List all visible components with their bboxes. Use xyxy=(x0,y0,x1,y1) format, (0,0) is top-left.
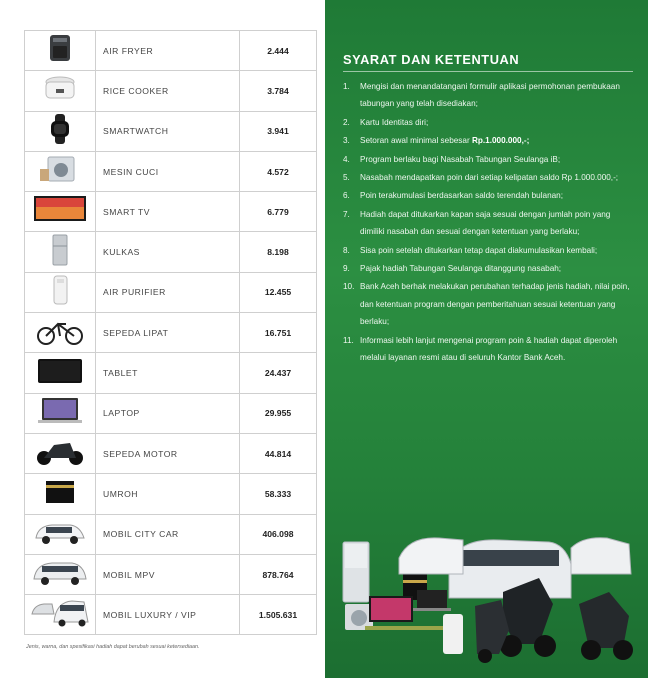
prize-image-cell xyxy=(25,192,96,232)
prize-image-cell xyxy=(25,595,96,635)
smartwatch-icon xyxy=(30,113,90,145)
prize-image-cell xyxy=(25,514,96,554)
terms-item-text: Kartu Identitas diri; xyxy=(360,117,429,127)
prize-image-cell xyxy=(25,111,96,151)
terms-item-text: Poin terakumulasi berdasarkan saldo terendah bulanan; xyxy=(360,191,564,201)
prize-image-cell xyxy=(25,71,96,111)
table-row xyxy=(25,232,317,272)
prize-points: 6.779 xyxy=(240,192,317,232)
rice-cooker-icon xyxy=(30,72,90,104)
table-row xyxy=(25,514,317,554)
washing-machine-icon xyxy=(30,153,90,185)
terms-item xyxy=(343,78,633,113)
terms-item-text: Sisa poin setelah ditukarkan tetap dapat diakumulasikan kembali; xyxy=(360,245,598,255)
prize-name: MESIN CUCI xyxy=(96,151,240,191)
prize-image-cell xyxy=(25,313,96,353)
terms-item-number: 1. xyxy=(343,82,350,91)
table-row xyxy=(25,393,317,433)
table-desk xyxy=(365,626,455,630)
prize-points: 16.751 xyxy=(240,313,317,353)
terms-item-number: 4. xyxy=(343,154,350,164)
prize-image-cell xyxy=(25,353,96,393)
terms-item xyxy=(343,151,633,168)
terms-item-number: 3. xyxy=(343,136,350,146)
air-purifier-icon xyxy=(30,274,90,306)
terms-item-text: Nasabah mendapatkan poin dari setiap kelipatan saldo Rp 1.000.000,-; xyxy=(360,173,619,183)
prize-image-cell xyxy=(25,433,96,473)
prize-image-cell xyxy=(25,151,96,191)
table-row xyxy=(25,313,317,353)
terms-item-number: 10. xyxy=(343,282,355,292)
prize-name: TABLET xyxy=(96,353,240,393)
prize-name: SEPEDA MOTOR xyxy=(96,433,240,473)
terms-item-number: 2. xyxy=(343,117,350,127)
prize-name: SEPEDA LIPAT xyxy=(96,313,240,353)
prize-name: SMARTWATCH xyxy=(96,111,240,151)
laptop-icon xyxy=(417,590,447,608)
terms-item-text: Hadiah dapat ditukarkan kapan saja sesuai dengan jumlah poin yang dimiliki nasabah dan sesuai dengan ketentuan yang berlaku; xyxy=(360,209,611,237)
prize-points: 4.572 xyxy=(240,151,317,191)
prize-points: 2.444 xyxy=(240,31,317,71)
prize-points: 58.333 xyxy=(240,474,317,514)
laptop-icon xyxy=(30,395,90,427)
prize-name: UMROH xyxy=(96,474,240,514)
prize-image-cell xyxy=(25,393,96,433)
table-row xyxy=(25,71,317,111)
terms-item xyxy=(343,332,633,367)
terms-item-number: 9. xyxy=(343,264,350,274)
air-purifier-icon xyxy=(443,614,463,654)
terms-item xyxy=(343,206,633,241)
prize-points: 8.198 xyxy=(240,232,317,272)
table-row xyxy=(25,31,317,71)
city-car-icon xyxy=(571,538,631,574)
prize-name: RICE COOKER xyxy=(96,71,240,111)
prize-points: 3.941 xyxy=(240,111,317,151)
prize-name: AIR FRYER xyxy=(96,31,240,71)
prize-name: AIR PURIFIER xyxy=(96,272,240,312)
terms-item xyxy=(343,187,633,204)
terms-item-emphasis: Rp.1.000.000,-; xyxy=(471,136,530,146)
terms-item xyxy=(343,169,633,186)
mpv-icon xyxy=(399,538,463,574)
terms-item xyxy=(343,260,633,277)
terms-item-text: Program berlaku bagi Nasabah Tabungan Seulanga iB; xyxy=(360,154,561,164)
terms-title: SYARAT DAN KETENTUAN xyxy=(343,52,520,67)
table-row xyxy=(25,192,317,232)
prize-image-cell xyxy=(25,31,96,71)
mpv-icon xyxy=(30,556,90,588)
terms-item-text: Informasi lebih lanjut mengenai program poin & hadiah dapat diperoleh melalui layanan resmi atau di seluruh Kantor Bank Aceh. xyxy=(360,335,618,363)
table-row xyxy=(25,433,317,473)
tablet-icon xyxy=(30,355,90,387)
table-row xyxy=(25,272,317,312)
table-row xyxy=(25,111,317,151)
prize-name: MOBIL CITY CAR xyxy=(96,514,240,554)
table-row xyxy=(25,595,317,635)
prize-points: 3.784 xyxy=(240,71,317,111)
kaaba-icon xyxy=(30,475,90,507)
prize-name: KULKAS xyxy=(96,232,240,272)
terms-item-number: 11. xyxy=(343,335,354,345)
terms-item xyxy=(343,132,633,149)
prize-image-cell xyxy=(25,272,96,312)
terms-item xyxy=(343,278,633,330)
prize-name: MOBIL MPV xyxy=(96,554,240,594)
prize-name: LAPTOP xyxy=(96,393,240,433)
terms-item xyxy=(343,242,633,259)
terms-list xyxy=(343,78,633,368)
motorcycle-icon xyxy=(30,435,90,467)
terms-item-text: Pajak hadiah Tabungan Seulanga ditanggung nasabah; xyxy=(360,264,562,274)
prize-points: 24.437 xyxy=(240,353,317,393)
tv-icon xyxy=(30,193,90,225)
prize-image-cell xyxy=(25,474,96,514)
terms-item-text: Setoran awal minimal sebesar xyxy=(360,136,472,146)
table-row xyxy=(25,554,317,594)
air-fryer-icon xyxy=(30,32,90,64)
prize-name: SMART TV xyxy=(96,192,240,232)
prize-points: 12.455 xyxy=(240,272,317,312)
prize-points: 878.764 xyxy=(240,554,317,594)
prize-image-cell xyxy=(25,232,96,272)
fridge-icon xyxy=(30,234,90,266)
prize-name: MOBIL LUXURY / VIP xyxy=(96,595,240,635)
table-row xyxy=(25,151,317,191)
bicycle-icon xyxy=(30,314,90,346)
footnote: Jenis, warna, dan spesifikasi hadiah dapat berubah sesuai ketersediaan. xyxy=(26,644,200,650)
terms-item-number: 6. xyxy=(343,191,350,201)
prize-table-wrapper xyxy=(24,30,308,635)
luxury-car-icon xyxy=(30,596,90,628)
prize-image-cell xyxy=(25,554,96,594)
prize-points: 44.814 xyxy=(240,433,317,473)
prize-points-table xyxy=(24,30,317,635)
prize-points: 29.955 xyxy=(240,393,317,433)
table-row xyxy=(25,353,317,393)
prize-points: 1.505.631 xyxy=(240,595,317,635)
terms-item-number: 8. xyxy=(343,245,350,255)
terms-item-text: Bank Aceh berhak melakukan perubahan terhadap jenis hadiah, nilai poin, dan ketentuan program dengan pemberitahuan sesuai ketentuan yang berlaku; xyxy=(360,282,630,327)
terms-panel xyxy=(325,0,648,678)
terms-item-number: 7. xyxy=(343,209,350,219)
table-row xyxy=(25,474,317,514)
terms-item-text: Mengisi dan menandatangani formulir aplikasi permohonan pembukaan tabungan yang telah disediakan; xyxy=(360,82,620,109)
terms-item xyxy=(343,114,633,131)
prize-points: 406.098 xyxy=(240,514,317,554)
terms-item-number: 5. xyxy=(343,173,350,183)
prizes-collage-image xyxy=(339,534,639,664)
city-car-icon xyxy=(30,516,90,548)
title-divider xyxy=(343,71,633,72)
